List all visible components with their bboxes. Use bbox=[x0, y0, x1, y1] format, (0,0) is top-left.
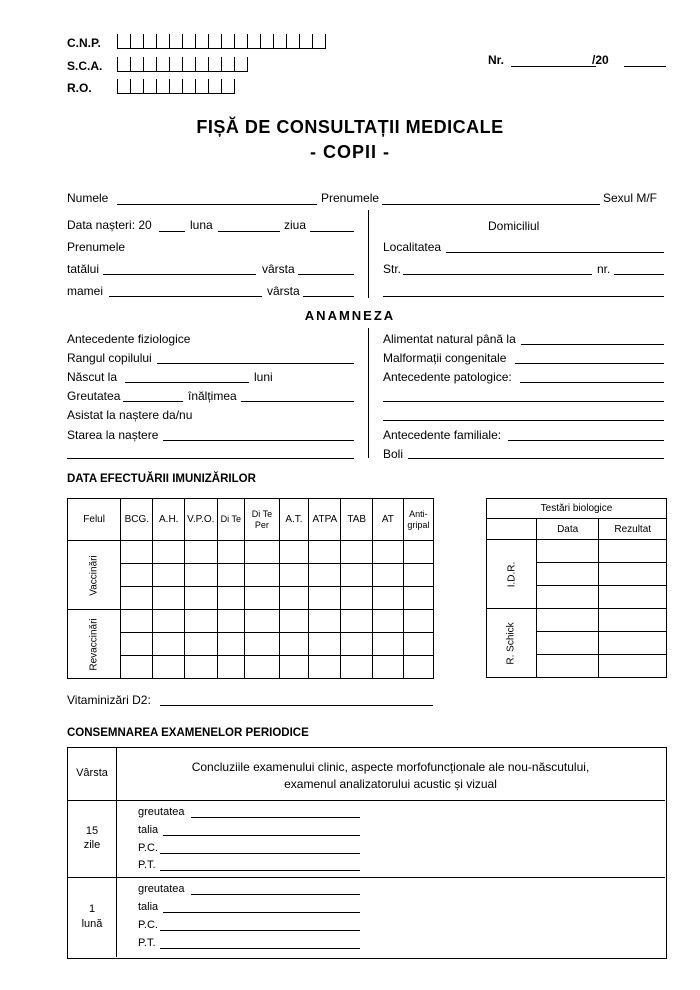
varsta-tata-field[interactable] bbox=[298, 274, 354, 275]
table-cell[interactable] bbox=[599, 563, 667, 586]
table-cell[interactable] bbox=[217, 541, 245, 564]
nr-field[interactable] bbox=[511, 66, 596, 67]
p2-talia-label: talia bbox=[138, 901, 159, 913]
table-cell[interactable] bbox=[217, 656, 245, 679]
table-cell[interactable] bbox=[373, 564, 404, 587]
antecedente-patologice-label: Antecedente patologice: bbox=[383, 370, 512, 384]
nascut-la-label: Născut la bbox=[67, 370, 118, 384]
table-row bbox=[68, 633, 434, 656]
p2-pt-label: P.T. bbox=[138, 937, 156, 949]
alimentat-label: Alimentat natural până la bbox=[383, 332, 516, 346]
domiciliul-label: Domiciliul bbox=[488, 219, 540, 233]
examene-varsta-header: Vârsta bbox=[76, 767, 108, 779]
varsta-tata-label: vârsta bbox=[262, 262, 295, 276]
testari-table bbox=[486, 498, 667, 678]
schick-label: R. Schick bbox=[505, 621, 517, 665]
table-cell[interactable] bbox=[279, 656, 309, 679]
luna-label: luna bbox=[190, 218, 213, 232]
header-dite: Di Te bbox=[217, 499, 245, 541]
starea-label: Starea la naștere bbox=[67, 428, 159, 442]
ro-label: R.O. bbox=[67, 81, 92, 95]
table-cell[interactable] bbox=[536, 632, 598, 655]
page-title: FIȘĂ DE CONSULTAȚII MEDICALE bbox=[196, 117, 504, 137]
table-cell[interactable] bbox=[403, 633, 433, 656]
alimentat-field[interactable] bbox=[521, 344, 664, 345]
table-cell[interactable] bbox=[536, 655, 598, 678]
examene-concluzii-header-2: examenul analizatorului acustic și vizual bbox=[284, 777, 497, 791]
p2-pt-field[interactable] bbox=[160, 948, 360, 949]
schick-cell bbox=[487, 609, 537, 678]
examene-box bbox=[67, 747, 667, 959]
testari-rezultat-header: Rezultat bbox=[599, 519, 667, 540]
sca-label: S.C.A. bbox=[67, 59, 103, 73]
table-cell[interactable] bbox=[309, 564, 341, 587]
table-cell[interactable] bbox=[309, 541, 341, 564]
table-cell[interactable] bbox=[599, 586, 667, 609]
table-cell[interactable] bbox=[217, 610, 245, 633]
table-cell[interactable] bbox=[121, 541, 153, 564]
numele-label: Numele bbox=[67, 191, 109, 205]
table-cell[interactable] bbox=[245, 633, 280, 656]
table-cell[interactable] bbox=[599, 655, 667, 678]
localitatea-field[interactable] bbox=[446, 252, 664, 253]
nr-strada-label: nr. bbox=[597, 262, 611, 276]
table-cell[interactable] bbox=[341, 541, 373, 564]
p1-pc-field[interactable] bbox=[160, 853, 360, 854]
table-cell[interactable] bbox=[309, 656, 341, 679]
table-cell[interactable] bbox=[403, 610, 433, 633]
table-cell[interactable] bbox=[217, 564, 245, 587]
header-atpa: ATPA bbox=[309, 499, 341, 541]
table-cell[interactable] bbox=[536, 609, 598, 632]
header-felul: Felul bbox=[68, 499, 121, 541]
table-cell[interactable] bbox=[245, 610, 280, 633]
nr-strada-field[interactable] bbox=[614, 274, 664, 275]
table-cell[interactable] bbox=[279, 564, 309, 587]
table-cell[interactable] bbox=[341, 564, 373, 587]
examene-title: CONSEMNAREA EXAMENELOR PERIODICE bbox=[67, 727, 309, 739]
rangul-label: Rangul copilului bbox=[67, 351, 152, 365]
inaltimea-field[interactable] bbox=[241, 401, 354, 402]
prenumele-parinti-label: Prenumele bbox=[67, 240, 126, 254]
luni-label: luni bbox=[254, 370, 273, 384]
greutatea-label: Greutatea bbox=[67, 389, 121, 403]
prenumele-label: Prenumele bbox=[321, 191, 380, 205]
table-cell[interactable] bbox=[341, 587, 373, 610]
strada-label: Str. bbox=[383, 262, 402, 276]
table-cell[interactable] bbox=[121, 610, 153, 633]
table-cell[interactable] bbox=[153, 541, 185, 564]
cnp-label: C.N.P. bbox=[67, 36, 101, 50]
table-row bbox=[68, 656, 434, 679]
prenumele-field[interactable] bbox=[382, 204, 600, 205]
table-cell[interactable] bbox=[279, 541, 309, 564]
p1-greutatea-label: greutatea bbox=[138, 806, 185, 818]
table-cell[interactable] bbox=[309, 633, 341, 656]
table-row bbox=[68, 564, 434, 587]
revaccinari-label: Revaccinări bbox=[88, 617, 100, 671]
table-cell[interactable] bbox=[403, 656, 433, 679]
malformatii-label: Malformații congenitale bbox=[383, 351, 507, 365]
table-cell[interactable] bbox=[341, 633, 373, 656]
testari-data-header: Data bbox=[536, 519, 598, 540]
vitaminizari-label: Vitaminizări D2: bbox=[67, 693, 151, 707]
tatalui-field[interactable] bbox=[103, 274, 256, 275]
imunizari-table bbox=[67, 498, 434, 679]
nascut-la-field[interactable] bbox=[125, 382, 249, 383]
p1-greutatea-field[interactable] bbox=[191, 817, 360, 818]
table-cell[interactable] bbox=[185, 587, 217, 610]
header-diteper: Di Te Per bbox=[245, 499, 280, 541]
examene-header-divider bbox=[68, 800, 665, 801]
antecedente-patologice-line-3[interactable] bbox=[383, 420, 664, 421]
examene-row-divider bbox=[68, 877, 665, 878]
antecedente-familiale-field[interactable] bbox=[508, 440, 664, 441]
table-cell[interactable] bbox=[373, 587, 404, 610]
testari-title: Testări biologice bbox=[487, 499, 667, 519]
p2-greutatea-label: greutatea bbox=[138, 883, 185, 895]
malformatii-field[interactable] bbox=[515, 363, 664, 364]
vaccinari-label: Vaccinări bbox=[88, 554, 100, 596]
boli-field[interactable] bbox=[408, 458, 664, 459]
starea-extra-field[interactable] bbox=[67, 458, 354, 459]
table-cell[interactable] bbox=[403, 564, 433, 587]
table-cell[interactable] bbox=[121, 656, 153, 679]
table-cell[interactable] bbox=[373, 633, 404, 656]
p1-pt-label: P.T. bbox=[138, 859, 156, 871]
localitatea-label: Localitatea bbox=[383, 240, 442, 254]
varsta-mama-field[interactable] bbox=[303, 296, 354, 297]
table-cell[interactable] bbox=[279, 633, 309, 656]
table-cell[interactable] bbox=[373, 656, 404, 679]
antecedente-patologice-field[interactable] bbox=[520, 382, 664, 383]
imunizari-title: DATA EFECTUĂRII IMUNIZĂRILOR bbox=[67, 473, 256, 485]
anamneza-title: ANAMNEZA bbox=[304, 308, 396, 323]
table-cell[interactable] bbox=[599, 540, 667, 563]
table-cell[interactable] bbox=[245, 587, 280, 610]
testari-empty-header bbox=[487, 519, 537, 540]
greutatea-field[interactable] bbox=[123, 401, 183, 402]
idr-cell bbox=[487, 540, 537, 609]
year-label: /20 bbox=[592, 53, 609, 67]
starea-field[interactable] bbox=[163, 440, 354, 441]
p2-pc-field[interactable] bbox=[160, 930, 360, 931]
table-cell[interactable] bbox=[536, 586, 598, 609]
revaccinari-cell bbox=[68, 610, 121, 679]
ro-boxes[interactable] bbox=[117, 79, 235, 94]
varsta-mama-label: vârsta bbox=[267, 284, 300, 298]
data-nasterii-label: Data nașteri: 20 bbox=[67, 218, 152, 232]
sexul-label: Sexul M/F bbox=[603, 191, 658, 205]
strada-field[interactable] bbox=[403, 274, 592, 275]
table-cell[interactable] bbox=[185, 610, 217, 633]
rangul-field[interactable] bbox=[157, 363, 354, 364]
boli-label: Boli bbox=[383, 447, 404, 461]
header-vpo: V.P.O. bbox=[185, 499, 217, 541]
table-cell[interactable] bbox=[309, 610, 341, 633]
header-ah: A.H. bbox=[153, 499, 185, 541]
table-cell[interactable] bbox=[309, 587, 341, 610]
table-cell[interactable] bbox=[121, 587, 153, 610]
table-cell[interactable] bbox=[279, 610, 309, 633]
table-cell[interactable] bbox=[373, 610, 404, 633]
idr-label: I.D.R. bbox=[505, 561, 517, 587]
p2-greutatea-field[interactable] bbox=[191, 894, 360, 895]
period-1-age: 1 bbox=[88, 903, 96, 915]
page-subtitle: - COPII - bbox=[310, 142, 390, 162]
p1-pt-field[interactable] bbox=[160, 870, 360, 871]
personal-divider bbox=[368, 210, 369, 298]
table-cell[interactable] bbox=[185, 633, 217, 656]
imunizari-header-row bbox=[68, 499, 434, 541]
table-row bbox=[68, 610, 434, 633]
antecedente-familiale-label: Antecedente familiale: bbox=[383, 428, 502, 442]
year-field[interactable] bbox=[624, 66, 666, 67]
sca-boxes[interactable] bbox=[117, 57, 248, 72]
antecedente-patologice-line-2[interactable] bbox=[383, 401, 664, 402]
table-cell[interactable] bbox=[153, 564, 185, 587]
mamei-field[interactable] bbox=[109, 296, 262, 297]
table-cell[interactable] bbox=[121, 564, 153, 587]
table-cell[interactable] bbox=[279, 587, 309, 610]
domiciliu-extra-field[interactable] bbox=[383, 296, 664, 297]
period-15-age: 15 bbox=[85, 825, 99, 837]
ziua-field[interactable] bbox=[310, 231, 354, 232]
ziua-label: ziua bbox=[284, 218, 307, 232]
table-cell[interactable] bbox=[185, 656, 217, 679]
table-cell[interactable] bbox=[403, 587, 433, 610]
period-15-unit: zile bbox=[83, 839, 101, 851]
table-cell[interactable] bbox=[185, 564, 217, 587]
table-cell[interactable] bbox=[599, 609, 667, 632]
p1-pc-label: P.C. bbox=[138, 842, 158, 854]
period-1-unit: lună bbox=[81, 918, 103, 930]
table-row bbox=[68, 587, 434, 610]
mamei-label: mamei bbox=[67, 284, 104, 298]
table-cell[interactable] bbox=[153, 656, 185, 679]
table-cell[interactable] bbox=[599, 632, 667, 655]
header-at: A.T. bbox=[279, 499, 309, 541]
table-cell[interactable] bbox=[121, 633, 153, 656]
table-cell[interactable] bbox=[217, 587, 245, 610]
table-cell[interactable] bbox=[341, 656, 373, 679]
table-cell[interactable] bbox=[245, 541, 280, 564]
p1-talia-label: talia bbox=[138, 824, 159, 836]
p2-pc-label: P.C. bbox=[138, 919, 158, 931]
p2-talia-field[interactable] bbox=[163, 912, 360, 913]
table-cell[interactable] bbox=[153, 610, 185, 633]
vitaminizari-field[interactable] bbox=[160, 705, 433, 706]
examene-concluzii-header-1: Concluziile examenului clinic, aspecte morfofuncționale ale nou-născutului, bbox=[191, 760, 590, 774]
an-field[interactable] bbox=[159, 231, 185, 232]
p1-talia-field[interactable] bbox=[163, 835, 360, 836]
tatalui-label: tatălui bbox=[67, 262, 100, 276]
luna-field[interactable] bbox=[218, 231, 280, 232]
antecedente-fiziologice-label: Antecedente fiziologice bbox=[67, 332, 191, 346]
table-row bbox=[68, 541, 434, 564]
table-cell[interactable] bbox=[217, 633, 245, 656]
header-tab: TAB bbox=[341, 499, 373, 541]
table-cell[interactable] bbox=[403, 541, 433, 564]
table-cell[interactable] bbox=[373, 541, 404, 564]
table-cell[interactable] bbox=[153, 633, 185, 656]
table-cell[interactable] bbox=[153, 587, 185, 610]
inaltimea-label: înălțimea bbox=[188, 389, 237, 403]
table-cell[interactable] bbox=[536, 563, 598, 586]
table-cell[interactable] bbox=[341, 610, 373, 633]
header-bcg: BCG. bbox=[121, 499, 153, 541]
table-cell[interactable] bbox=[245, 656, 280, 679]
header-antigripal: Anti- gripal bbox=[403, 499, 433, 541]
anamneza-divider bbox=[368, 328, 369, 458]
table-cell[interactable] bbox=[185, 541, 217, 564]
vaccinari-cell bbox=[68, 541, 121, 610]
nr-label: Nr. bbox=[488, 53, 505, 67]
asistat-label: Asistat la naștere da/nu bbox=[67, 408, 193, 422]
header-at2: AT bbox=[373, 499, 404, 541]
table-cell[interactable] bbox=[536, 540, 598, 563]
cnp-boxes[interactable] bbox=[117, 34, 326, 49]
table-cell[interactable] bbox=[245, 564, 280, 587]
numele-field[interactable] bbox=[117, 204, 317, 205]
